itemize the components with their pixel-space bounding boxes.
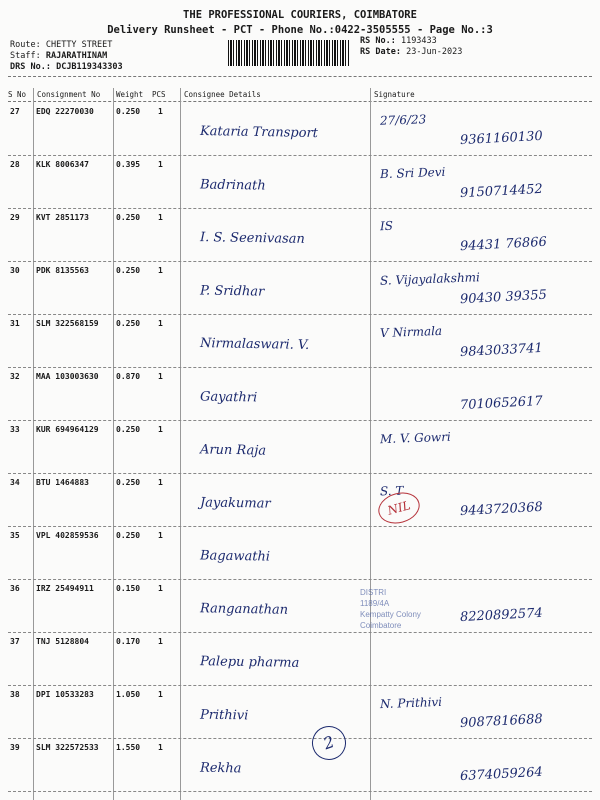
route-value: CHETTY STREET: [45, 40, 113, 50]
consignee-name: P. Sridhar: [199, 283, 265, 300]
route-field: [10, 40, 112, 50]
drs-field: [10, 62, 123, 72]
consignee-name: I. S. Seenivasan: [199, 230, 305, 247]
cell-pcs: 1: [158, 319, 163, 328]
cell-sno: 37: [10, 637, 20, 646]
cell-weight: 0.250: [116, 531, 141, 540]
barcode: [228, 40, 350, 66]
cell-pcs: 1: [158, 531, 163, 540]
table-row: [0, 739, 600, 792]
cell-weight: 0.170: [116, 637, 141, 646]
phone-number: 6374059264: [459, 764, 544, 785]
consignee-name: Palepu pharma: [199, 654, 300, 671]
staff-label: Staff:: [10, 51, 41, 61]
cell-consignment: SLM 322568159: [36, 319, 99, 328]
route-label: Route:: [10, 40, 41, 50]
cell-weight: 1.050: [116, 690, 141, 699]
table-row: [0, 209, 600, 262]
consignee-name: Ranganathan: [199, 601, 289, 618]
signature-text: M. V. Gowri: [379, 429, 452, 447]
runsheet-subtitle: Delivery Runsheet - PCT - Phone No.:0422-3505555 - Page No.:3: [107, 24, 493, 36]
col-header-pcs: PCS: [152, 90, 166, 99]
consignee-name: Badrinath: [199, 177, 266, 194]
cell-pcs: 1: [158, 266, 163, 275]
cell-consignment: KUR 694964129: [36, 425, 99, 434]
column-header-divider: [8, 101, 592, 102]
rs-date-field: [360, 47, 462, 57]
rs-no-label: RS No.:: [360, 36, 396, 46]
cell-pcs: 1: [158, 372, 163, 381]
cell-sno: 29: [10, 213, 20, 222]
cell-pcs: 1: [158, 584, 163, 593]
distributor-stamp: [360, 587, 530, 629]
cell-weight: 0.250: [116, 107, 141, 116]
signature-text: S. T: [379, 483, 404, 499]
col-header-sno: S No: [8, 90, 27, 99]
cell-weight: 1.550: [116, 743, 141, 752]
cell-sno: 34: [10, 478, 20, 487]
signature-text: B. Sri Devi: [379, 164, 446, 182]
cell-consignment: KVT 2851173: [36, 213, 89, 222]
staff-value: RAJARATHINAM: [45, 51, 108, 61]
cell-pcs: 1: [158, 637, 163, 646]
phone-number: 90430 39355: [459, 287, 548, 308]
cell-consignment: BTU 1464883: [36, 478, 89, 487]
cell-consignment: KLK 8006347: [36, 160, 89, 169]
table-row: [0, 686, 600, 739]
phone-number: 9087816688: [459, 711, 544, 732]
consignee-name: Jayakumar: [199, 495, 271, 512]
phone-number: 8220892574: [459, 605, 544, 626]
cell-sno: 35: [10, 531, 20, 540]
table-row: [0, 474, 600, 527]
consignee-name: Kataria Transport: [199, 123, 319, 142]
signature-text: V Nirmala: [379, 323, 443, 341]
consignee-name: Arun Raja: [199, 442, 267, 459]
nil-mark: NIL: [375, 488, 423, 528]
table-row: [0, 156, 600, 209]
stamp-line: Coimbatore: [360, 621, 402, 630]
header-divider: [8, 76, 592, 77]
phone-number: 7010652617: [459, 393, 544, 414]
phone-number: 9443720368: [459, 499, 544, 520]
cell-consignment: VPL 402859536: [36, 531, 99, 540]
table-row: [0, 262, 600, 315]
consignee-name: Bagawathi: [199, 548, 271, 565]
cell-weight: 0.250: [116, 425, 141, 434]
col-header-consignment: Consignment No: [37, 90, 101, 99]
cell-consignment: SLM 322572533: [36, 743, 99, 752]
cell-sno: 30: [10, 266, 20, 275]
signature-text: 27/6/23: [379, 112, 427, 128]
consignee-name: Rekha: [199, 760, 242, 777]
cell-pcs: 1: [158, 213, 163, 222]
cell-pcs: 1: [158, 478, 163, 487]
cell-consignment: IRZ 25494911: [36, 584, 94, 593]
drs-label: DRS No.:: [10, 62, 51, 72]
cell-weight: 0.250: [116, 213, 141, 222]
row-divider: [8, 791, 592, 792]
page-circle-mark: 2: [307, 721, 351, 765]
stamp-line: 1189/4A: [360, 599, 390, 608]
company-title: THE PROFESSIONAL COURIERS, COIMBATORE: [183, 9, 417, 21]
col-header-weight: Weight: [116, 90, 144, 99]
drs-value: DCJB119343303: [56, 62, 123, 72]
cell-sno: 27: [10, 107, 20, 116]
consignee-name: Prithivi: [199, 707, 249, 724]
cell-weight: 0.870: [116, 372, 141, 381]
rs-no-value: 1193433: [400, 36, 437, 46]
cell-consignment: TNJ 5128804: [36, 637, 89, 646]
cell-consignment: DPI 10533283: [36, 690, 94, 699]
cell-weight: 0.250: [116, 266, 141, 275]
cell-sno: 36: [10, 584, 20, 593]
consignee-name: Gayathri: [199, 389, 258, 406]
phone-number: 9150714452: [459, 181, 544, 202]
signature-text: S. Vijayalakshmi: [379, 270, 481, 288]
cell-weight: 0.395: [116, 160, 141, 169]
cell-consignment: PDK 8135563: [36, 266, 89, 275]
stamp-line: DISTRI: [360, 588, 387, 597]
rs-no-field: [360, 36, 437, 46]
phone-number: 9843033741: [459, 340, 544, 361]
phone-number: 94431 76866: [459, 234, 548, 255]
cell-consignment: EDQ 22270030: [36, 107, 94, 116]
cell-sno: 33: [10, 425, 20, 434]
cell-sno: 28: [10, 160, 20, 169]
cell-pcs: 1: [158, 690, 163, 699]
rs-date-value: 23-Jun-2023: [406, 47, 463, 57]
table-row: [0, 315, 600, 368]
table-row: [0, 633, 600, 686]
cell-weight: 0.150: [116, 584, 141, 593]
cell-sno: 39: [10, 743, 20, 752]
cell-pcs: 1: [158, 107, 163, 116]
table-row: [0, 527, 600, 580]
cell-pcs: 1: [158, 160, 163, 169]
cell-pcs: 1: [158, 425, 163, 434]
table-row: [0, 421, 600, 474]
phone-number: 9361160130: [459, 128, 544, 149]
cell-sno: 32: [10, 372, 20, 381]
cell-sno: 31: [10, 319, 20, 328]
col-header-signature: Signature: [374, 90, 415, 99]
cell-pcs: 1: [158, 743, 163, 752]
cell-weight: 0.250: [116, 478, 141, 487]
stamp-line: Kempatty Colony: [360, 610, 421, 619]
table-row: [0, 368, 600, 421]
cell-consignment: MAA 103003630: [36, 372, 99, 381]
signature-text: N. Prithivi: [379, 694, 443, 712]
consignee-name: Nirmalaswari. V.: [199, 336, 310, 353]
col-header-details: Consignee Details: [184, 90, 261, 99]
table-row: [0, 103, 600, 156]
signature-text: IS: [379, 218, 394, 234]
cell-sno: 38: [10, 690, 20, 699]
cell-weight: 0.250: [116, 319, 141, 328]
rs-date-label: RS Date:: [360, 47, 401, 57]
staff-field: [10, 51, 107, 61]
